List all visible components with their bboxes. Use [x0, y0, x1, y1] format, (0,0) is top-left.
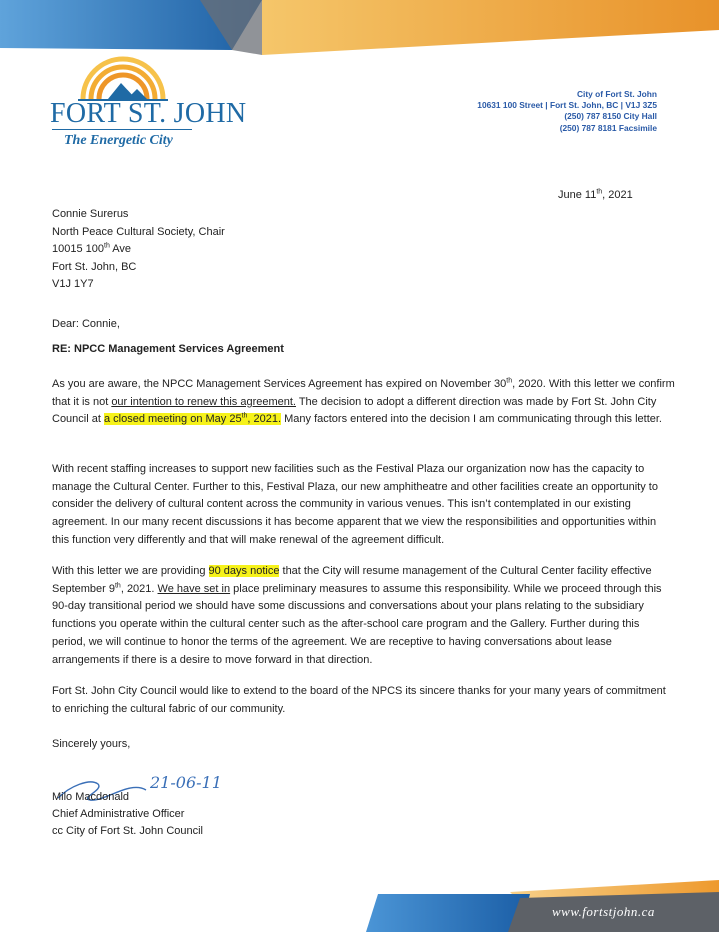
footer-website: www.fortstjohn.ca	[552, 904, 655, 919]
p1-highlight-year: , 2021.	[247, 413, 282, 426]
p1-text-g: Many factors entered into the decision I am communicating through this letter.	[281, 413, 662, 426]
logo-wordmark: FORT ST. JOHN	[50, 98, 247, 129]
p1-text-a: As you are aware, the NPCC Management Services Agreement has expired on November 30	[52, 378, 507, 390]
contact-phone: (250) 787 8150 City Hall	[564, 111, 657, 122]
logo-divider	[52, 129, 192, 130]
logo-tagline: The Energetic City	[64, 133, 173, 148]
recipient-postal: V1J 1Y7	[52, 278, 94, 290]
p1-underlined: our intention to renew this agreement.	[111, 395, 296, 408]
signer-name: Milo Macdonald	[52, 791, 130, 803]
salutation: Dear: Connie,	[52, 318, 120, 330]
signer-title: Chief Administrative Officer	[52, 808, 185, 820]
p1-highlight	[104, 413, 281, 425]
recipient-title: North Peace Cultural Society, Chair	[52, 225, 225, 238]
street-suffix: Ave	[109, 243, 132, 255]
cc-line: cc City of Fort St. John Council	[52, 825, 203, 837]
recipient-city: Fort St. John, BC	[52, 260, 137, 273]
paragraph-4: Fort St. John City Council would like to extend to the board of the NPCS its sincere thanks for your many years of commitment to enriching the cultural fabric of our community.	[52, 685, 666, 715]
closing: Sincerely yours,	[52, 738, 131, 750]
signature-date: 21-06-11	[150, 773, 222, 792]
header-banner	[0, 0, 719, 60]
date-text: June 11	[558, 189, 597, 201]
p3-text-f: place preliminary measures to assume this responsibility. While we proceed through this 90-day transitional period we should have some discussions and conversations about your plans relating to the subsidiary functions you operate within the cultural center such as the after-school care program and the Gallery. Further during this period, we will continue to honor the terms of the agreement. We are receptive to having conversations about lease arrangements if there is a desire to move forward in that direction.	[52, 582, 662, 666]
letter-date	[558, 189, 633, 201]
contact-address: 10631 100 Street | Fort St. John, BC | V1J 3Z5	[477, 100, 657, 111]
contact-org: City of Fort St. John	[576, 89, 657, 99]
date-sup: th	[596, 188, 603, 196]
p3-text-a: With this letter we are providing	[52, 565, 209, 577]
p3-highlight: 90 days notice	[208, 565, 280, 577]
street-sup: th	[104, 242, 110, 250]
p3-sup: th	[114, 582, 121, 590]
recipient-address	[52, 206, 225, 294]
p1-highlight-text: a closed meeting on May 25	[103, 413, 242, 426]
p1-highlight-sup: th	[241, 412, 248, 420]
paragraph-2: With recent staffing increases to support new facilities such as the Festival Plaza our organization now has the capacity to manage the Cultural Center. Further to this, Festival Plaza, our new amphitheatre and other facilities create an opportunity to consider the delivery of cultural content across the community in various venues. This isn’t contemplated in our existing agreement. In our many recent discussions it has become apparent that we view the responsibilities and opportunities within this function very differently and that will make renewal of the agreement difficult.	[52, 463, 658, 546]
p1-text-b: , 2020. With this letter we confirm that it is not	[52, 378, 675, 408]
paragraph-1	[52, 376, 676, 429]
street-number: 10015 100	[52, 243, 104, 255]
contact-fax: (250) 787 8181 Facsimile	[559, 122, 657, 133]
recipient-street	[52, 241, 225, 259]
p3-text-c: that the City will resume management of the Cultural Center facility effective September 9	[52, 565, 652, 595]
p1-text-d: The decision to adopt a different direction was made by Fort St. John City Council at	[52, 395, 657, 426]
subject-line: RE: NPCC Management Services Agreement	[52, 343, 284, 355]
p3-text-d: , 2021.	[120, 582, 158, 595]
p1-sup-a: th	[506, 377, 513, 385]
paragraph-3	[52, 563, 676, 669]
date-year: , 2021	[602, 189, 633, 201]
recipient-name: Connie Surerus	[52, 208, 129, 220]
p3-underlined: We have set in	[157, 582, 231, 595]
contact-block	[477, 89, 657, 134]
